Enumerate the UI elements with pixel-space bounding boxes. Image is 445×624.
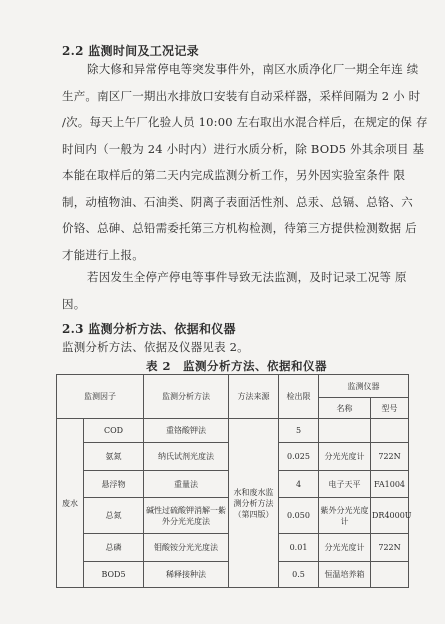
paragraph-line: 本能在取样后的第二天内完成监测分析工作，另外因实验室条件 限 bbox=[62, 168, 406, 182]
factor-cell: COD bbox=[84, 419, 144, 443]
instrument-name-cell: 分光光度计 bbox=[319, 534, 371, 562]
instrument-name-cell: 分光光度计 bbox=[319, 443, 371, 471]
limit-cell: 0.01 bbox=[279, 534, 319, 562]
instrument-name-cell: 电子天平 bbox=[319, 471, 371, 498]
paragraph-line: 时间内（一般为 24 小时内）进行水质分析，除 BOD5 外其余项目 基 bbox=[62, 141, 425, 156]
method-cell: 钼酸铵分光光度法 bbox=[144, 534, 229, 562]
header-source: 方法来源 bbox=[229, 375, 279, 419]
method-cell: 重铬酸钾法 bbox=[144, 419, 229, 443]
method-cell: 重量法 bbox=[144, 471, 229, 498]
instrument-name-cell: 恒温培养箱 bbox=[319, 562, 371, 588]
factor-cell: 悬浮物 bbox=[84, 471, 144, 498]
paragraph-line: 监测分析方法、依据及仪器见表 2。 bbox=[62, 340, 249, 354]
instrument-name-cell bbox=[319, 419, 371, 443]
limit-cell: 0.050 bbox=[279, 498, 319, 534]
instrument-name-cell: 紫外分光光度计 bbox=[319, 498, 371, 534]
table-row bbox=[57, 419, 409, 443]
header-factor: 监测因子 bbox=[57, 375, 144, 419]
section-heading-2-2: 2.2 监测时间及工况记录 bbox=[62, 44, 199, 58]
paragraph-line: 除大修和异常停电等突发事件外，南区水质净化厂一期全年连 续 bbox=[87, 62, 419, 76]
instrument-model-cell bbox=[371, 562, 409, 588]
limit-cell: 4 bbox=[279, 471, 319, 498]
paragraph-monitoring-time bbox=[62, 56, 428, 268]
limit-cell: 5 bbox=[279, 419, 319, 443]
header-method: 监测分析方法 bbox=[144, 375, 229, 419]
section-heading-2-3: 2.3 监测分析方法、依据和仪器 bbox=[62, 322, 236, 336]
paragraph-line: 生产。南区厂一期出水排放口安装有自动采样器，采样间隔为 2 小 时 bbox=[62, 88, 421, 103]
table-header-row bbox=[57, 375, 409, 398]
table-caption: 表 2 监测分析方法、依据和仪器 bbox=[146, 359, 328, 373]
paragraph-line: /次。每天上午厂化验人员 10:00 左右取出水混合样后，在规定的保 存 bbox=[62, 115, 428, 129]
factor-cell: 总氮 bbox=[84, 498, 144, 534]
factor-cell: 总磷 bbox=[84, 534, 144, 562]
instrument-model-cell: 722N bbox=[371, 443, 409, 471]
instrument-model-cell: DR4000U bbox=[371, 498, 409, 534]
paragraph-line: 制，动植物油、石油类、阴离子表面活性剂、总汞、总镉、总铬、六 bbox=[62, 194, 413, 209]
factor-cell: 氨氮 bbox=[84, 443, 144, 471]
header-instrument-name: 名称 bbox=[319, 398, 371, 419]
category-cell: 废水 bbox=[57, 419, 84, 588]
paragraph-table-intro bbox=[62, 334, 249, 360]
method-cell: 稀释接种法 bbox=[144, 562, 229, 588]
paragraph-line: 才能进行上报。 bbox=[62, 247, 144, 262]
method-source-cell: 水和废水监测分析方法（第四版） bbox=[229, 419, 279, 588]
instrument-model-cell: 722N bbox=[371, 534, 409, 562]
header-detection-limit: 检出限 bbox=[279, 375, 319, 419]
method-cell: 纳氏试剂光度法 bbox=[144, 443, 229, 471]
paragraph-line: 价铬、总砷、总铅需委托第三方机构检测，待第三方提供检测数据 后 bbox=[62, 221, 417, 235]
paragraph-line: 若因发生全停产停电等事件导致无法监测，及时记录工况等 原 bbox=[87, 270, 407, 284]
header-instrument: 监测仪器 bbox=[319, 375, 409, 398]
paragraph-line: 因。 bbox=[62, 296, 86, 311]
monitoring-methods-table bbox=[56, 374, 412, 588]
instrument-model-cell bbox=[371, 419, 409, 443]
header-instrument-model: 型号 bbox=[371, 398, 409, 419]
instrument-model-cell: FA1004 bbox=[371, 471, 409, 498]
limit-cell: 0.025 bbox=[279, 443, 319, 471]
limit-cell: 0.5 bbox=[279, 562, 319, 588]
paragraph-outage-record bbox=[62, 264, 407, 317]
method-cell: 碱性过硫酸钾消解一紫外分光光度法 bbox=[144, 498, 229, 534]
factor-cell: BOD5 bbox=[84, 562, 144, 588]
